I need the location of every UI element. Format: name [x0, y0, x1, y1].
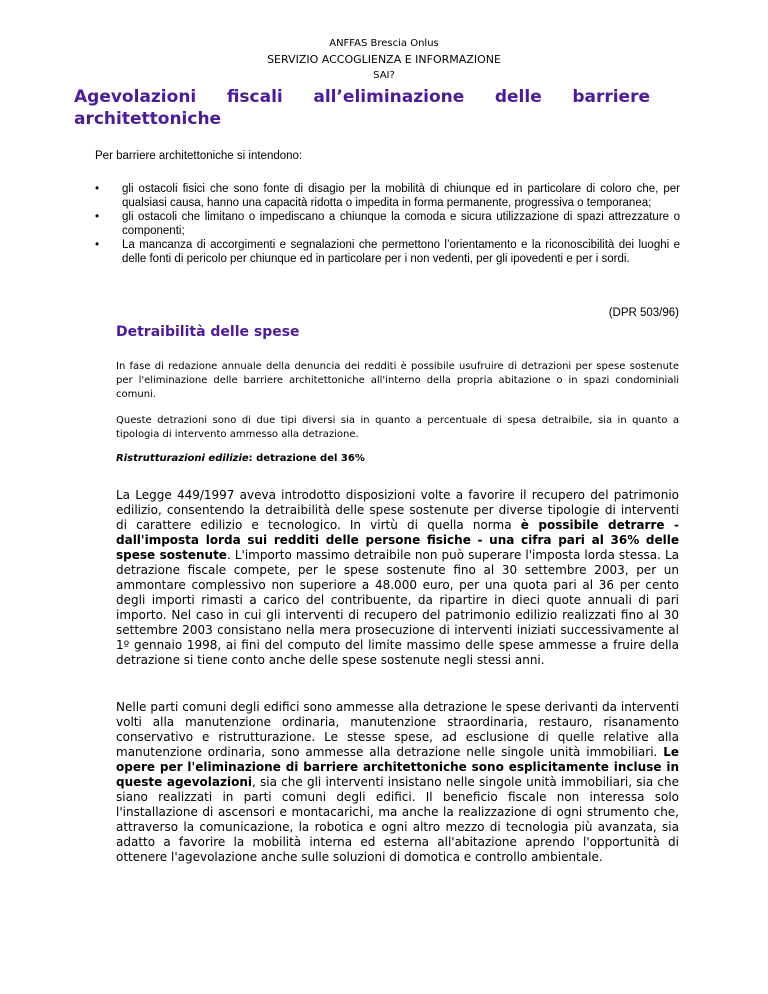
list-item-text: La mancanza di accorgimenti e segnalazioni che permettono l’orientamento e la riconoscibilità dei luoghi e delle fonti di pericolo per chiunque ed in particolare per i non vedenti, per gli ipovedenti e per i sordi.	[122, 239, 680, 265]
list-item	[95, 210, 680, 238]
header-service: SERVIZIO ACCOGLIENZA E INFORMAZIONE	[267, 53, 501, 66]
paragraph-text: . L'importo massimo detraibile non può superare l'imposta lorda stessa. La detrazione fiscale compete, per le spese sostenute fino al 30 settembre 2003, per un ammontare complessivo non superiore a 48.000 euro, per una quota pari al 36 per cento degli importi rimasti a carico del contribuente, da ripartire in dieci quote annuali di pari importo. Nel caso in cui gli interventi di recupero del patrimonio edilizio realizzati fino al 30 settembre 2003 consistano nella mera prosecuzione di interventi iniziati successivamente al 1º gennaio 1998, ai fini del computo del limite massimo delle spese ammesse a fruire della detrazione si tiene conto anche delle spese sostenute negli stessi anni.	[116, 548, 679, 667]
paragraph-text: La Legge 449/1997 aveva introdotto disposizioni volte a favorire il recupero del patrimonio edilizio, consentendo la detraibilità delle spese sostenute per diverse tipologie di interventi di carattere edilizio e tecnologico. In virtù di quella norma	[116, 488, 679, 532]
list-item-text: gli ostacoli che limitano o impediscano a chiunque la comoda e sicura utilizzazione di spazi attrezzature o componenti;	[122, 211, 680, 237]
legal-reference: (DPR 503/96)	[608, 307, 679, 319]
paragraph: Queste detrazioni sono di due tipi diversi sia in quanto a percentuale di spesa detraibile, sia in quanto a tipologia di intervento ammesso alla detrazione.	[116, 415, 679, 440]
header-organization: ANFFAS Brescia Onlus	[329, 38, 439, 49]
bullet-icon: •	[95, 183, 100, 195]
paragraph-bold-text: Le opere per l'eliminazione di barriere architettoniche sono esplicitamente incluse in queste agevolazioni	[116, 745, 679, 789]
list-item	[95, 182, 680, 210]
header-sai: SAI?	[373, 70, 395, 81]
page-title-line-1: Agevolazioni fiscali all’eliminazione delle barriere	[74, 87, 650, 107]
intro-text: Per barriere architettoniche si intendono:	[95, 150, 303, 162]
page-title	[74, 86, 650, 130]
subsection-heading-colon: :	[248, 453, 253, 464]
paragraph-text: Nelle parti comuni degli edifici sono ammesse alla detrazione le spese derivanti da interventi volti alla manutenzione ordinaria, manutenzione straordinaria, restauro, risanamento conservativo e ristrutturazione. Le stesse spese, ad esclusione di quelle relative alla manutenzione ordinaria, sono ammesse alla detrazione nelle singole unità immobiliari.	[116, 700, 679, 759]
definition-list	[95, 182, 680, 266]
subsection-heading-italic: Ristrutturazioni edilizie	[116, 453, 249, 464]
list-item-text: gli ostacoli fisici che sono fonte di disagio per la mobilità di chiunque ed in particolare di coloro che, per qualsiasi causa, hanno una capacità ridotta o impedita in forma permanente, progressiva o temporanea;	[122, 183, 680, 209]
subsection-heading	[116, 453, 365, 464]
subsection-heading-rest: detrazione del 36%	[252, 453, 365, 464]
paragraph-text: , sia che gli interventi insistano nelle singole unità immobiliari, sia che siano realizzati in parti comuni degli edifici. Il beneficio fiscale non interessa solo l'installazione di ascensori e montacarichi, ma anche la realizzazione di ogni strumento che, attraverso la comunicazione, la robotica e ogni altro mezzo di tecnologia più avanzata, sia adatto a favorire la mobilità interna ed esterna all'abitazione aprendo l'opportunità di ottenere l'agevolazione anche sulle soluzioni di domotica e controllo ambientale.	[116, 775, 679, 864]
paragraph: In fase di redazione annuale della denuncia dei redditi è possibile usufruire di detrazioni per spese sostenute per l'eliminazione delle barriere architettoniche all'interno della propria abitazione o in spazi condominiali comuni.	[116, 361, 679, 400]
bullet-icon: •	[95, 211, 100, 223]
paragraph-law-449	[116, 488, 679, 668]
paragraph-bold-text: è possibile detrarre - dall'imposta lorda sui redditi delle persone fisiche - una cifra pari al 36% delle spese sostenute	[116, 518, 679, 562]
list-item	[95, 238, 680, 266]
bullet-icon: •	[95, 239, 100, 251]
paragraph-common-parts	[116, 700, 679, 865]
section-title: Detraibilità delle spese	[116, 324, 300, 340]
page-title-line-2: architettoniche	[74, 109, 222, 129]
